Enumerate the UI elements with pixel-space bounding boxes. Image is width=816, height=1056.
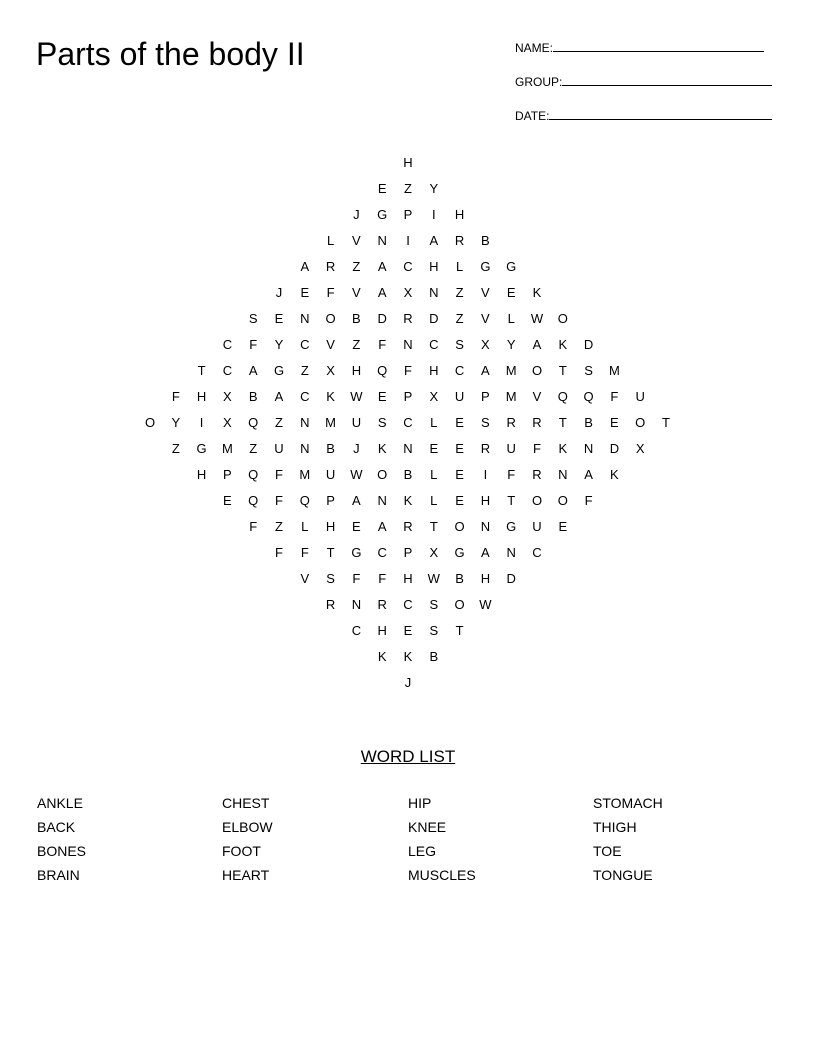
grid-letter[interactable]: Z [275,415,283,430]
grid-letter[interactable]: E [455,493,464,508]
grid-letter[interactable]: X [481,337,490,352]
grid-letter[interactable]: K [403,649,413,664]
grid-letter[interactable]: R [325,259,336,274]
grid-letter[interactable]: A [352,493,361,508]
grid-letter[interactable]: C [300,389,310,404]
grid-letter[interactable]: F [378,337,387,352]
grid-letter[interactable]: L [430,467,438,482]
grid-letter[interactable]: Z [249,441,258,456]
grid-letter[interactable]: B [481,233,490,248]
grid-letter[interactable]: F [249,337,258,352]
grid-letter[interactable]: T [429,519,438,534]
grid-letter[interactable]: E [377,181,387,196]
grid-letter[interactable]: D [429,311,439,326]
grid-letter[interactable]: X [635,441,645,456]
grid-letter[interactable]: K [532,285,542,300]
grid-letter[interactable]: O [454,597,465,612]
grid-letter[interactable]: F [249,519,258,534]
word-list-item: FOOT [222,843,261,859]
grid-letter[interactable]: I [431,207,436,222]
word-list-item: TONGUE [593,867,653,883]
grid-letter[interactable]: L [455,259,464,274]
grid-letter[interactable]: C [222,363,233,378]
grid-letter[interactable]: H [325,519,336,534]
grid-letter[interactable]: R [480,441,491,456]
grid-letter[interactable]: M [299,467,311,482]
grid-letter[interactable]: S [326,571,335,586]
grid-letter[interactable]: N [429,285,439,300]
grid-letter[interactable]: U [506,441,516,456]
grid-letter[interactable]: M [505,363,517,378]
grid-letter[interactable]: H [429,259,439,274]
word-list-item: KNEE [408,819,447,835]
grid-letter[interactable]: K [610,467,619,482]
grid-letter[interactable]: S [481,415,490,430]
grid-letter[interactable]: V [300,571,310,586]
grid-letter[interactable]: T [455,623,464,638]
grid-letter[interactable]: Z [171,441,180,456]
grid-letter[interactable]: C [403,259,413,274]
grid-letter[interactable]: W [350,467,363,482]
grid-letter[interactable]: W [530,311,544,326]
grid-letter[interactable]: H [429,363,439,378]
grid-letter[interactable]: R [377,597,387,612]
word-list-title: WORD LIST [360,747,456,766]
grid-letter[interactable]: A [481,363,490,378]
grid-letter[interactable]: B [326,441,335,456]
grid-letter[interactable]: W [350,389,363,404]
grid-letter[interactable]: H [196,389,207,404]
grid-letter[interactable]: N [583,441,594,456]
grid-letter[interactable]: C [532,545,542,560]
word-list-item: ANKLE [37,795,83,811]
grid-letter[interactable]: U [274,441,284,456]
word-list-item: HIP [408,795,432,811]
grid-letter[interactable]: H [377,623,387,638]
grid-letter[interactable]: B [455,571,464,586]
grid-letter[interactable]: F [275,467,283,482]
grid-letter[interactable]: C [351,623,362,638]
grid-letter[interactable]: F [275,545,283,560]
grid-letter[interactable]: W [427,571,440,586]
grid-letter[interactable]: E [223,493,232,508]
grid-letter[interactable]: W [479,597,492,612]
grid-letter[interactable]: N [377,233,387,248]
grid-letter[interactable]: X [326,363,335,378]
grid-letter[interactable]: E [455,467,464,482]
grid-letter[interactable]: U [351,415,362,430]
grid-letter[interactable]: O [144,415,156,430]
grid-letter[interactable]: B [248,389,258,404]
grid-letter[interactable]: R [454,233,465,248]
word-list-item: TOE [593,843,622,859]
grid-letter[interactable]: E [610,415,619,430]
grid-letter[interactable]: H [196,467,207,482]
grid-letter[interactable]: K [377,441,387,456]
grid-letter[interactable]: L [430,493,438,508]
grid-letter[interactable]: A [481,545,490,560]
grid-letter[interactable]: G [377,207,388,222]
grid-letter[interactable]: P [403,207,413,222]
grid-letter[interactable]: N [403,337,413,352]
grid-letter[interactable]: I [199,415,204,430]
grid-letter[interactable]: E [558,519,568,534]
grid-letter[interactable]: J [353,441,360,456]
grid-letter[interactable]: N [300,415,310,430]
grid-letter[interactable]: H [454,207,465,222]
grid-letter[interactable]: X [429,545,439,560]
grid-letter[interactable]: G [506,259,517,274]
grid-letter[interactable]: L [430,415,438,430]
grid-letter[interactable]: H [403,571,413,586]
grid-letter[interactable]: N [300,311,310,326]
grid-letter[interactable]: Q [248,493,259,508]
grid-letter[interactable]: B [403,467,413,482]
grid-letter[interactable]: Y [506,337,516,352]
grid-letter[interactable]: V [532,389,542,404]
grid-letter[interactable]: F [352,571,361,586]
grid-letter[interactable]: N [351,597,362,612]
grid-letter[interactable]: C [429,337,439,352]
word-list-item: BONES [37,843,87,859]
grid-letter[interactable]: C [403,415,413,430]
grid-letter[interactable]: E [455,441,464,456]
grid-letter[interactable]: K [377,649,387,664]
grid-letter[interactable]: B [352,311,361,326]
grid-letter[interactable]: F [610,389,619,404]
grid-letter[interactable]: Y [274,337,284,352]
grid-letter[interactable]: X [223,389,232,404]
grid-letter[interactable]: F [326,285,335,300]
grid-letter[interactable]: Q [377,363,388,378]
word-list-item: BRAIN [37,867,80,883]
grid-letter[interactable]: P [481,389,490,404]
grid-letter[interactable]: F [300,545,309,560]
grid-letter[interactable]: S [584,363,593,378]
grid-letter[interactable]: E [300,285,310,300]
grid-letter[interactable]: S [429,623,439,638]
grid-letter[interactable]: V [352,285,361,300]
grid-letter[interactable]: K [403,493,413,508]
grid-letter[interactable]: H [351,363,362,378]
grid-letter[interactable]: Z [455,285,464,300]
grid-letter[interactable]: G [273,363,285,378]
grid-letter[interactable]: G [480,259,491,274]
grid-letter[interactable]: Z [455,311,464,326]
word-list-item: LEG [408,843,437,859]
grid-letter[interactable]: Y [429,181,439,196]
grid-letter[interactable]: R [403,311,413,326]
grid-letter[interactable]: Q [248,415,259,430]
grid-letter[interactable]: Z [300,363,309,378]
grid-letter[interactable]: D [583,337,594,352]
grid-letter[interactable]: L [301,519,309,534]
grid-letter[interactable]: B [584,415,593,430]
grid-letter[interactable]: F [171,389,180,404]
grid-letter[interactable]: C [403,597,413,612]
grid-letter[interactable]: R [532,415,542,430]
grid-letter[interactable]: Q [557,389,568,404]
grid-letter[interactable]: V [481,285,490,300]
grid-letter[interactable]: A [377,519,387,534]
grid-letter[interactable]: P [403,389,413,404]
grid-letter[interactable]: M [608,363,620,378]
grid-letter[interactable]: I [483,467,488,482]
word-list-item: THIGH [593,819,637,835]
grid-letter[interactable]: A [300,259,310,274]
grid-letter[interactable]: V [481,311,490,326]
grid-letter[interactable]: O [325,311,336,326]
grid-letter[interactable]: A [274,389,284,404]
word-list-item: ELBOW [222,819,273,835]
grid-letter[interactable]: H [480,571,491,586]
grid-letter[interactable]: I [406,233,410,248]
word-list-item: STOMACH [593,795,663,811]
grid-letter[interactable]: A [532,337,542,352]
grid-letter[interactable]: L [507,311,515,326]
grid-letter[interactable]: U [454,389,465,404]
page-title: Parts of the body II [36,36,305,72]
grid-letter[interactable]: P [326,493,335,508]
grid-letter[interactable]: J [353,207,360,222]
grid-letter[interactable]: Q [248,467,259,482]
grid-letter[interactable]: C [222,337,233,352]
grid-letter[interactable]: E [377,389,387,404]
grid-letter[interactable]: S [377,415,387,430]
grid-letter[interactable]: H [480,493,491,508]
grid-letter[interactable]: R [403,519,413,534]
grid-letter[interactable]: F [404,363,412,378]
grid-letter[interactable]: U [325,467,336,482]
grid-letter[interactable]: T [507,493,516,508]
grid-letter[interactable]: M [505,389,517,404]
grid-letter[interactable]: V [326,337,335,352]
grid-letter[interactable]: U [532,519,542,534]
grid-letter[interactable]: C [300,337,310,352]
grid-letter[interactable]: N [377,493,387,508]
grid-letter[interactable]: S [429,597,439,612]
grid-letter[interactable]: P [223,467,232,482]
grid-letter[interactable]: J [404,675,412,690]
grid-letter[interactable]: D [609,441,620,456]
grid-letter[interactable]: L [326,233,335,248]
grid-letter[interactable]: F [533,441,541,456]
grid-letter[interactable]: R [532,467,542,482]
grid-letter[interactable]: A [377,259,387,274]
grid-letter[interactable]: Q [299,493,310,508]
group-label: GROUP: [515,75,563,89]
grid-letter[interactable]: T [326,545,335,560]
grid-letter[interactable]: A [248,363,258,378]
grid-letter[interactable]: O [531,363,543,378]
grid-letter[interactable]: X [223,415,232,430]
grid-letter[interactable]: G [506,519,517,534]
date-label: DATE: [515,109,550,123]
grid-letter[interactable]: G [454,545,465,560]
grid-letter[interactable]: E [455,415,464,430]
grid-letter[interactable]: O [531,493,543,508]
grid-letter[interactable]: T [197,363,206,378]
grid-letter[interactable]: T [662,415,670,430]
grid-letter[interactable]: N [506,545,516,560]
grid-letter[interactable]: N [300,441,310,456]
grid-letter[interactable]: U [635,389,645,404]
grid-letter[interactable]: Z [352,337,361,352]
grid-letter[interactable]: E [403,623,413,638]
grid-letter[interactable]: R [325,597,336,612]
grid-letter[interactable]: N [480,519,491,534]
grid-letter[interactable]: N [558,467,568,482]
grid-letter[interactable]: J [275,285,283,300]
grid-letter[interactable]: T [558,363,567,378]
grid-letter[interactable]: D [377,311,387,326]
grid-letter[interactable]: G [351,545,362,560]
grid-letter[interactable]: M [325,415,337,430]
grid-letter[interactable]: E [274,311,284,326]
grid-letter[interactable]: E [506,285,516,300]
grid-letter[interactable]: X [429,389,439,404]
grid-letter[interactable]: D [506,571,516,586]
grid-letter[interactable]: H [403,155,413,170]
grid-letter[interactable]: A [429,233,439,248]
grid-letter[interactable]: O [635,415,646,430]
grid-letter[interactable]: S [248,311,258,326]
grid-letter[interactable]: P [403,545,413,560]
grid-letter[interactable]: F [275,493,283,508]
grid-letter[interactable]: C [377,545,387,560]
grid-letter[interactable]: V [352,233,361,248]
grid-letter[interactable]: Z [275,519,283,534]
grid-letter[interactable]: X [403,285,413,300]
grid-letter[interactable]: E [352,519,361,534]
grid-letter[interactable]: K [326,389,335,404]
grid-letter[interactable]: A [584,467,593,482]
grid-letter[interactable]: O [454,519,465,534]
grid-letter[interactable]: A [377,285,387,300]
grid-letter[interactable]: Q [583,389,594,404]
word-list-item: HEART [222,867,270,883]
grid-letter[interactable]: Y [171,415,181,430]
grid-letter[interactable]: N [403,441,413,456]
grid-letter[interactable]: F [507,467,516,482]
grid-letter[interactable]: F [378,571,387,586]
grid-letter[interactable]: F [584,493,593,508]
word-list-item: CHEST [222,795,270,811]
grid-letter[interactable]: K [558,441,568,456]
grid-letter[interactable]: T [558,415,567,430]
grid-letter[interactable]: C [454,363,465,378]
grid-letter[interactable]: K [558,337,568,352]
grid-letter[interactable]: Z [404,181,412,196]
grid-letter[interactable]: B [429,649,439,664]
word-list-item: BACK [37,819,76,835]
grid-letter[interactable]: M [221,441,233,456]
name-label: NAME: [515,41,554,55]
grid-letter[interactable]: E [429,441,439,456]
grid-letter[interactable]: O [557,493,568,508]
grid-letter[interactable]: O [557,311,568,326]
grid-letter[interactable]: R [506,415,516,430]
grid-letter[interactable]: O [377,467,388,482]
grid-letter[interactable]: G [196,441,207,456]
grid-letter[interactable]: S [455,337,464,352]
word-list-item: MUSCLES [408,867,476,883]
grid-letter[interactable]: Z [352,259,361,274]
